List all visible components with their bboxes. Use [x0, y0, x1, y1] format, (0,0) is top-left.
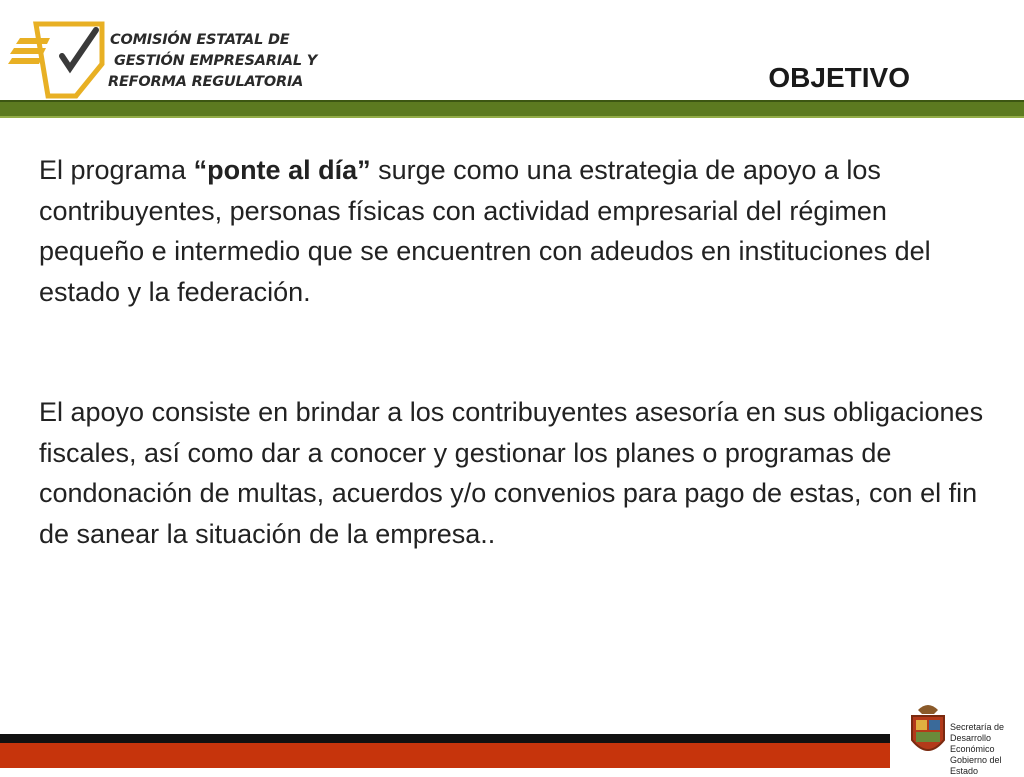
paragraph-1-rest: surge como una estrategia de apoyo a los contribuyentes, personas físicas con actividad empresarial del régimen pequeño e intermedio que se encuentren con adeudos en instituciones del estado y la federación. — [39, 155, 931, 307]
program-name: “ponte al día” — [193, 155, 371, 185]
org-name — [110, 30, 320, 93]
slide-title: OBJETIVO — [768, 62, 910, 93]
org-name-line-3: REFORMA REGULATORIA — [108, 74, 304, 90]
secretaria-label — [950, 722, 1024, 777]
secretaria-line-2: Desarrollo Económico — [950, 733, 995, 754]
state-seal-icon — [906, 700, 950, 762]
footer-red-bar — [0, 743, 890, 768]
org-name-line-1: COMISIÓN ESTATAL DE — [110, 32, 290, 48]
org-logo — [6, 16, 318, 100]
footer-black-bar — [0, 734, 890, 743]
paragraph-1 — [39, 150, 989, 312]
header-divider-bar — [0, 100, 1024, 118]
checkmark-wings-icon — [6, 16, 116, 100]
org-name-line-2: GESTIÓN EMPRESARIAL Y — [114, 53, 318, 69]
secretaria-line-3: Gobierno del Estado — [950, 755, 1002, 776]
secretaria-line-1: Secretaría de — [950, 722, 1005, 732]
paragraph-2: El apoyo consiste en brindar a los contribuyentes asesoría en sus obligaciones fiscales, así como dar a conocer y gestionar los planes o programas de condonación de multas, acuerdos y/o convenios para pago de estas, con el fin de sanear la situación de la empresa.. — [39, 397, 984, 549]
slide-body — [39, 150, 989, 554]
footer-bars — [0, 734, 890, 768]
paragraph-1-start: El programa — [39, 155, 194, 185]
